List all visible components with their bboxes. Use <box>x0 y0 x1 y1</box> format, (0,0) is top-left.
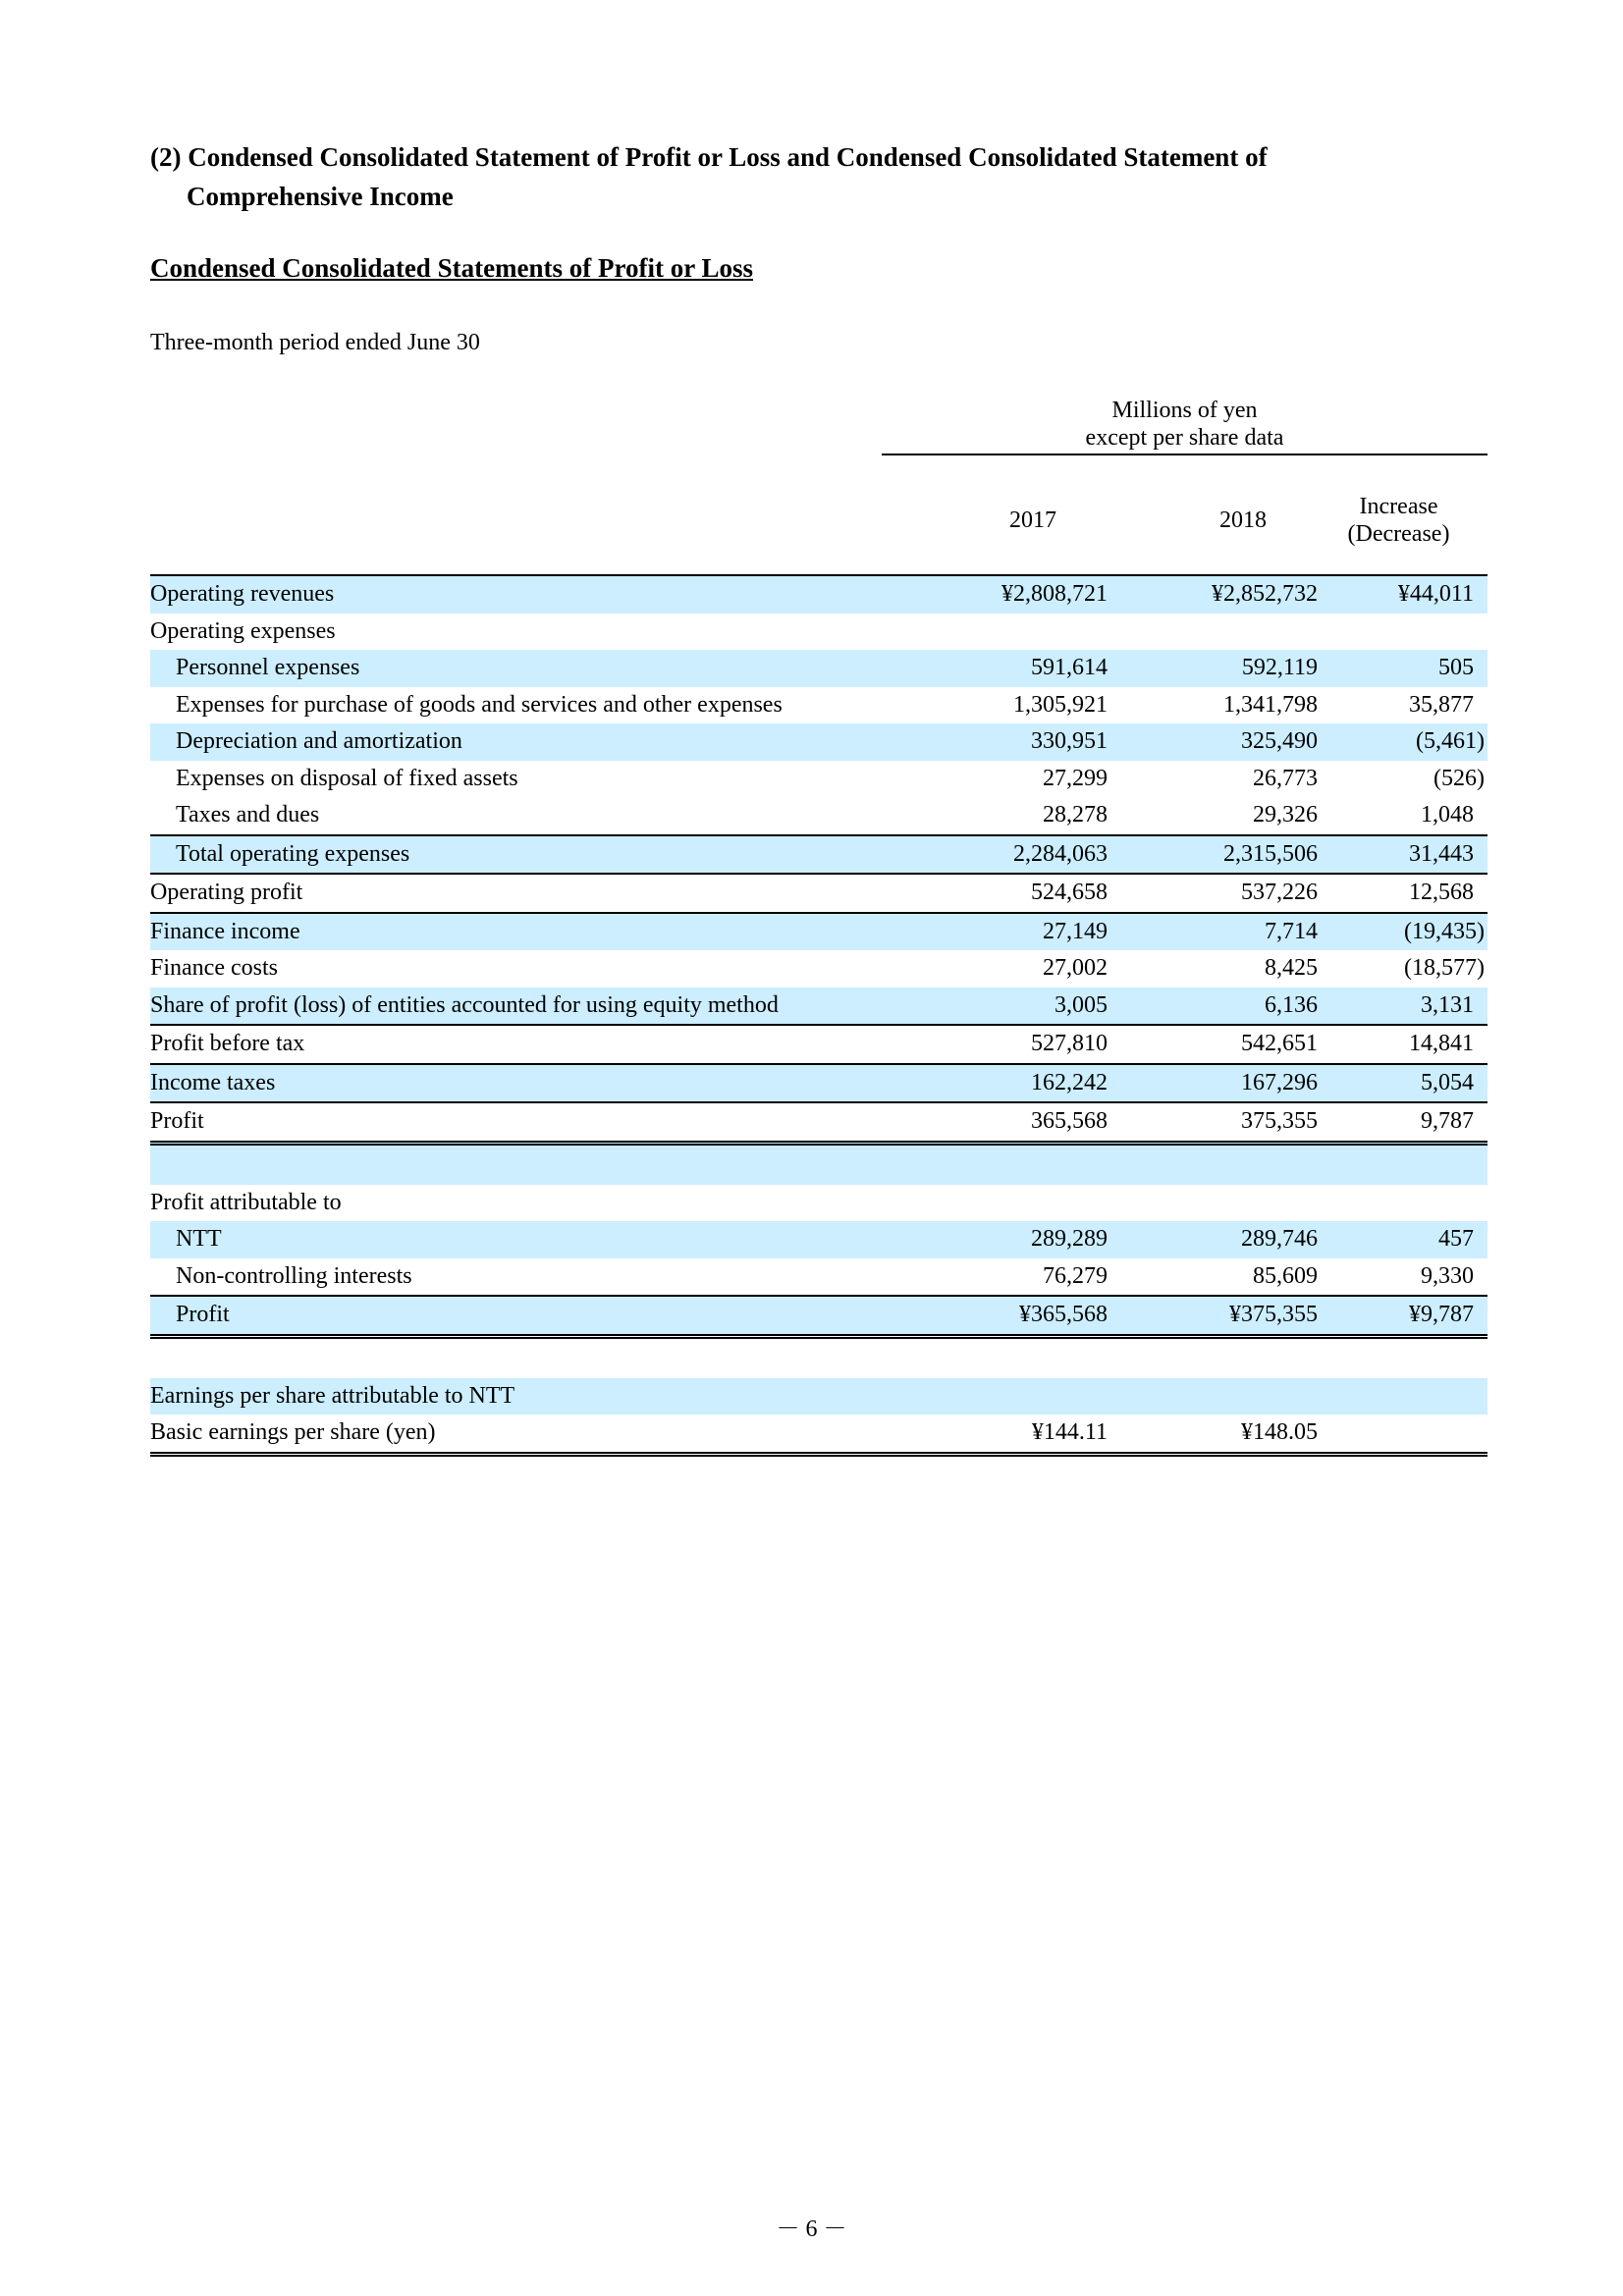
row-label: Operating profit <box>150 874 882 913</box>
value-2018: 6,136 <box>1108 988 1318 1026</box>
value-2017: 524,658 <box>882 874 1108 913</box>
row-label: Share of profit (loss) of entities accounted for using equity method <box>150 988 882 1026</box>
value-2018: 7,714 <box>1108 913 1318 951</box>
value-change: (18,577) <box>1404 955 1485 982</box>
table-row <box>150 1378 1488 1415</box>
value-2017: 591,614 <box>882 650 1108 687</box>
row-label: Expenses for purchase of goods and services and other expenses <box>176 691 783 718</box>
value-2017: 3,005 <box>882 988 1108 1026</box>
table-row <box>150 1102 1488 1143</box>
value-2017: 27,299 <box>1043 765 1108 791</box>
value-2017: 1,305,921 <box>1013 691 1108 718</box>
value-2017: ¥144.11 <box>882 1415 1108 1454</box>
diff-header-line2: (Decrease) <box>1347 521 1450 547</box>
page-number: － 6 － <box>776 2216 847 2242</box>
units-line1: Millions of yen <box>1111 398 1258 423</box>
row-label: NTT <box>150 1221 882 1258</box>
table-row <box>150 1025 1488 1064</box>
table-row <box>150 650 1488 687</box>
table-row <box>150 988 1488 1026</box>
row-label: Finance income <box>150 913 882 951</box>
value-change: 505 <box>1318 650 1488 687</box>
table-row <box>150 687 1488 724</box>
value-change: 5,054 <box>1318 1064 1488 1103</box>
row-label: Operating revenues <box>150 575 882 614</box>
value-2017: 76,279 <box>1043 1262 1108 1289</box>
table-row <box>150 1415 1488 1454</box>
period-label: Three-month period ended June 30 <box>150 330 480 355</box>
profit-loss-table <box>150 476 1488 1457</box>
units-line2: except per share data <box>1085 425 1284 451</box>
value-change: 12,568 <box>1318 874 1488 913</box>
value-2017: 330,951 <box>882 723 1108 761</box>
row-label: Profit attributable to <box>150 1189 342 1215</box>
table-row <box>150 761 1488 798</box>
value-change: 31,443 <box>1318 835 1488 875</box>
table-row <box>150 797 1488 835</box>
table-row <box>150 575 1488 614</box>
value-2017: 28,278 <box>1043 802 1108 828</box>
value-2017: 527,810 <box>882 1025 1108 1064</box>
value-change: ¥44,011 <box>1318 575 1488 614</box>
statement-title: Condensed Consolidated Statements of Profit or Loss <box>150 253 754 283</box>
table-row <box>150 835 1488 875</box>
column-header-2018: 2018 <box>1219 507 1267 533</box>
value-change: 1,048 <box>1421 802 1474 828</box>
value-change: (5,461) <box>1318 723 1488 761</box>
table-row <box>150 614 1488 651</box>
row-label: Operating expenses <box>150 617 336 644</box>
units-header <box>882 397 1488 455</box>
table-row <box>150 1185 1488 1222</box>
value-change: ¥9,787 <box>1318 1296 1488 1336</box>
value-2018: 542,651 <box>1108 1025 1318 1064</box>
value-2017: ¥2,808,721 <box>882 575 1108 614</box>
column-header-2017: 2017 <box>1009 507 1056 533</box>
value-2017: ¥365,568 <box>882 1296 1108 1336</box>
row-label: Basic earnings per share (yen) <box>150 1415 882 1454</box>
row-label: Earnings per share attributable to NTT <box>150 1378 882 1415</box>
value-2018: 29,326 <box>1253 802 1318 828</box>
row-label: Personnel expenses <box>150 650 882 687</box>
value-2018: 537,226 <box>1108 874 1318 913</box>
value-change: 457 <box>1318 1221 1488 1258</box>
value-2017: 289,289 <box>882 1221 1108 1258</box>
value-2018: 289,746 <box>1108 1221 1318 1258</box>
table-row <box>150 950 1488 988</box>
value-2018: 592,119 <box>1108 650 1318 687</box>
value-2018: 375,355 <box>1108 1102 1318 1143</box>
row-label: Profit <box>150 1102 882 1143</box>
row-label: Profit <box>150 1296 882 1336</box>
value-2018: 325,490 <box>1108 723 1318 761</box>
row-label: Depreciation and amortization <box>150 723 882 761</box>
row-label: Expenses on disposal of fixed assets <box>176 765 518 791</box>
value-2017: 2,284,063 <box>882 835 1108 875</box>
table-row <box>150 1258 1488 1297</box>
label-column-header <box>150 476 882 564</box>
row-label: Finance costs <box>150 955 278 982</box>
table-row <box>150 1221 1488 1258</box>
row-label: Total operating expenses <box>150 835 882 875</box>
value-change <box>1318 1415 1488 1454</box>
blank-row <box>150 1143 1488 1185</box>
section-heading-line1: (2) Condensed Consolidated Statement of Profit or Loss and Condensed Consolidated Statement of <box>150 142 1268 172</box>
row-label: Profit before tax <box>150 1025 882 1064</box>
value-2017: 27,002 <box>1043 955 1108 982</box>
value-change: 9,330 <box>1421 1262 1474 1289</box>
value-2018: 167,296 <box>1108 1064 1318 1103</box>
section-heading-line2: Comprehensive Income <box>187 182 454 211</box>
column-header-row <box>150 476 1488 564</box>
value-change: 14,841 <box>1318 1025 1488 1064</box>
value-2018: 1,341,798 <box>1223 691 1318 718</box>
value-2018: ¥148.05 <box>1108 1415 1318 1454</box>
table-row <box>150 874 1488 913</box>
value-2017: 27,149 <box>882 913 1108 951</box>
table-row <box>150 1064 1488 1103</box>
value-2018: ¥2,852,732 <box>1108 575 1318 614</box>
blank-row <box>150 1336 1488 1378</box>
value-2018: 8,425 <box>1265 955 1318 982</box>
table-row <box>150 1296 1488 1336</box>
table-row <box>150 723 1488 761</box>
row-label: Taxes and dues <box>176 802 320 828</box>
section-heading <box>150 137 1525 216</box>
value-change: (19,435) <box>1318 913 1488 951</box>
column-header-increase-decrease <box>1318 476 1488 564</box>
value-2018: 26,773 <box>1253 765 1318 791</box>
value-change: 35,877 <box>1409 691 1474 718</box>
diff-header-line1: Increase <box>1359 494 1438 519</box>
value-2018: ¥375,355 <box>1108 1296 1318 1336</box>
value-change: 9,787 <box>1318 1102 1488 1143</box>
value-2017: 162,242 <box>882 1064 1108 1103</box>
value-2018: 85,609 <box>1253 1262 1318 1289</box>
value-2017: 365,568 <box>882 1102 1108 1143</box>
table-row <box>150 913 1488 951</box>
value-2018: 2,315,506 <box>1108 835 1318 875</box>
row-label: Income taxes <box>150 1064 882 1103</box>
value-change: (526) <box>1434 765 1485 791</box>
row-label: Non-controlling interests <box>176 1262 412 1289</box>
value-change: 3,131 <box>1318 988 1488 1026</box>
